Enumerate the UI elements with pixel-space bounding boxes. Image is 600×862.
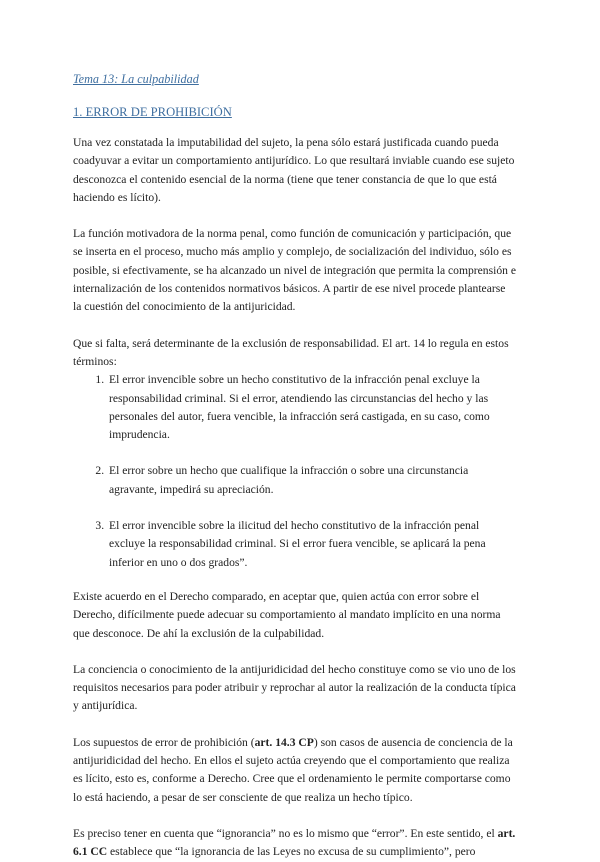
- article-6-1-cc-ref: art. 6.1 CC: [73, 826, 516, 859]
- paragraph-7-pre: Es preciso tener en cuenta que “ignorancia” no es lo mismo que “error”. En este sentido, el: [73, 826, 498, 840]
- section-heading: 1. ERROR DE PROHIBICIÓN: [73, 105, 232, 119]
- paragraph-7: [73, 825, 516, 862]
- list-item: 3. El error invencible sobre la ilicitud del hecho constitutivo de la infracción penal excluye la responsabilidad criminal. Si el error fuera vencible, se aplicará la pena inferior en uno o dos grados”.: [107, 517, 516, 572]
- article-14-list: [73, 371, 516, 572]
- paragraph-2: La función motivadora de la norma penal, como función de comunicación y participación, que se inserta en el proceso, mucho más amplio y complejo, de socialización del individuo, sólo es posible, si efectivamente, se ha alcanzado un nivel de integración que permita la comprensión e internalización de los contenidos normativos básicos. A partir de ese nivel procede plantearse la cuestión del conocimiento de la antijuricidad.: [73, 227, 516, 314]
- paragraph-4: Existe acuerdo en el Derecho comparado, en aceptar que, quien actúa con error sobre el Derecho, difícilmente puede adecuar su comportamiento al mandato implícito en una norma que desconoce. De ahí la exclusión de la culpabilidad.: [73, 589, 501, 640]
- paragraph-6: [73, 734, 516, 807]
- paragraph-6-pre: Los supuestos de error de prohibición (: [73, 735, 255, 749]
- paragraph-5: La conciencia o conocimiento de la antijuridicidad del hecho constituye como se vio uno de los requisitos necesarios para poder atribuir y reprochar al autor la realización de la conducta típica y antijurídica.: [73, 662, 516, 713]
- paragraph-6-post: ) son casos de ausencia de conciencia de la antijuridicidad del hecho. En ellos el sujeto actúa creyendo que el comportamiento que realiza es lícito, esto es, conforme a Derecho. Cree que el ordenamiento le permite comportarse como lo está haciendo, a pesar de ser consciente de que realiza un hecho típico.: [73, 735, 513, 804]
- paragraph-1: Una vez constatada la imputabilidad del sujeto, la pena sólo estará justificada cuando pueda coadyuvar a evitar un comportamiento antijurídico. Lo que resultará inviable cuando ese sujeto desconozca el contenido esencial de la norma (tiene que tener constancia de que lo que está haciendo es lícito).: [73, 136, 515, 204]
- paragraph-7-post: establece que “la ignorancia de las Leyes no excusa de su cumplimiento”, pero: [107, 845, 476, 859]
- paragraph-3: Que si falta, será determinante de la exclusión de responsabilidad. El art. 14 lo regula en estos términos:: [73, 336, 509, 368]
- article-14-3-cp-ref: art. 14.3 CP: [254, 735, 314, 749]
- list-item: 1. El error invencible sobre un hecho constitutivo de la infracción penal excluye la responsabilidad criminal. Si el error, atendiendo las circunstancias del hecho y las personales del autor, fuera vencible, la infracción será castigada, en su caso, como imprudencia.: [107, 371, 516, 444]
- list-item: 2. El error sobre un hecho que cualifique la infracción o sobre una circunstancia agravante, impedirá su apreciación.: [107, 462, 516, 499]
- topic-title: Tema 13: La culpabilidad: [73, 72, 199, 86]
